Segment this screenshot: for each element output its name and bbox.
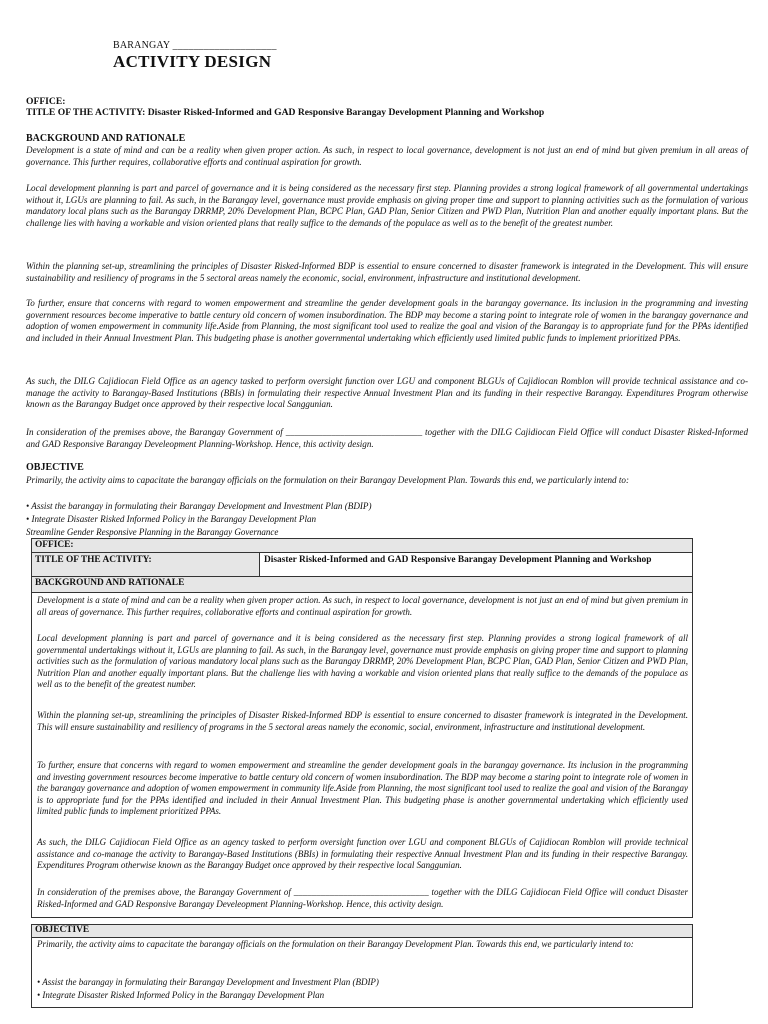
table-title-label-cell (32, 553, 260, 576)
table-paragraph: In consideration of the premises above, the Barangay Government of ______________________________ together with the DILG Cajidiocan Field Office will conduct Disaster Risked-Informed and GAD Responsive Barangay Develeopment Planning-Workshop. Hence, this activity design. (37, 887, 688, 909)
objective-heading: OBJECTIVE (26, 462, 84, 473)
table-background-row (31, 577, 693, 593)
activity-title-line: TITLE OF THE ACTIVITY: Disaster Risked-Informed and GAD Responsive Barangay Development Planning and Workshop (26, 107, 545, 118)
table-paragraph: Local development planning is part and parcel of governance and it is being considered as the necessary first step. Planning provides a strong logical framework of all governmental undertakings without it, LGUs are planning to fail. As such, in the Barangay level, governance must provide emphasis on giving proper time and support to planning activities such as the formulation of various mandatory local plans such as the Barangay DRRMP, 20% Development Plan, BCPC Plan, GAD Plan, Senior Citizen and PWD Plan, Nutrition Plan and another equally important plans. But the challenge lies with having a workable and vision oriented plans that really suffice to the demands of the populace as well as to the benefit of the greatest number. (37, 633, 688, 690)
table-objective-row (31, 924, 693, 938)
table-background-heading: BACKGROUND AND RATIONALE (35, 578, 185, 588)
table-background-body (31, 593, 693, 918)
bullet-item: Streamline Gender Responsive Planning in the Barangay Governance (26, 527, 279, 537)
paragraph: Development is a state of mind and can be a reality when given proper action. As such, in respect to local governance, development is not just an end of mind but given premium in all areas of governance. This further requires, collaborative efforts and continual aspiration for growth. (26, 145, 748, 167)
paragraph: To further, ensure that concerns with regard to women empowerment and streamline the gender development goals in the barangay governance. Its inclusion in the programming and investing government resources become imperative to battle century old concern of women insubordination. The BDP may become a staring point to integrate role of women in the barangay governance and adoption of women empowerment in community life.Aside from Planning, the most significant tool used to realize the goal and vision of the Barangay is to appropriate fund for the PPAs identified and included in their Annual Investment Plan. This budgeting phase is another governmental undertaking which efficiently used limited public funds to implement prioritized PPAs. (26, 298, 748, 344)
table-office-row (31, 538, 693, 553)
table-bullet-item: • Integrate Disaster Risked Informed Policy in the Barangay Development Plan (37, 990, 325, 1000)
table-paragraph: To further, ensure that concerns with regard to women empowerment and streamline the gender development goals in the barangay governance. Its inclusion in the programming and investing government resources become imperative to battle century old concern of women insubordination. The BDP may become a staring point to integrate role of women in the barangay governance and adoption of women empowerment in community life.Aside from Planning, the most significant tool used to realize the goal and vision of the Barangay is to appropriate fund for the PPAs identified and included in their Annual Investment Plan. This budgeting phase is another governmental undertaking which efficiently used limited public funds to implement prioritized PPAs. (37, 760, 688, 817)
table-objective-text: Primarily, the activity aims to capacitate the barangay officials on the formulation on their Barangay Development Plan. Towards this end, we particularly intend to: (37, 939, 634, 949)
bullet-item: • Integrate Disaster Risked Informed Policy in the Barangay Development Plan (26, 514, 317, 524)
table-objective-heading: OBJECTIVE (35, 925, 90, 935)
bullet-item: • Assist the barangay in formulating their Barangay Development and Investment Plan (BDIP) (26, 501, 372, 511)
table-title-label: TITLE OF THE ACTIVITY: (35, 555, 152, 565)
paragraph: In consideration of the premises above, the Barangay Government of ______________________________ together with the DILG Cajidiocan Field Office will conduct Disaster Risked-Informed and GAD Responsive Barangay Develeopment Planning-Workshop. Hence, this activity design. (26, 427, 748, 449)
table-paragraph: Within the planning set-up, streamlining the principles of Disaster Risked-Informed BDP is essential to ensure concerned to disaster framework is integrated in the Development. This will ensure sustainability and resiliency of programs in the 5 sectoral areas namely the economic, social, environment, infrastructure and institutional development. (37, 710, 688, 732)
barangay-label: BARANGAY ____________________ (113, 40, 277, 51)
document-title: ACTIVITY DESIGN (113, 52, 272, 71)
table-title-value: Disaster Risked-Informed and GAD Responsive Barangay Development Planning and Workshop (264, 555, 652, 565)
table-office-label: OFFICE: (35, 540, 74, 550)
paragraph: Local development planning is part and parcel of governance and it is being considered as the necessary first step. Planning provides a strong logical framework of all governmental undertakings without it, LGUs are planning to fail. As such, in the Barangay level, governance must provide emphasis on giving proper time and support to planning activities such as the formulation of various mandatory local plans such as the Barangay DRRMP, 20% Development Plan, BCPC Plan, GAD Plan, Senior Citizen and PWD Plan, Nutrition Plan and another equally important plans. But the challenge lies with having a workable and vision oriented plans that really suffice to the demands of the populace as well as to the benefit of the greatest number. (26, 183, 748, 229)
paragraph: As such, the DILG Cajidiocan Field Office as an agency tasked to perform oversight function over LGU and component BLGUs of Cajidiocan Romblon will provide technical assistance and co-manage the activity to Barangay-Based Institutions (BBIs) in formulating their respective Annual Investment Plan and its funding in their respective Barangay. Expenditures Program otherwise known as the Barangay Budget once approved by their respective local Sanggunian. (26, 376, 748, 410)
table-bullet-item: • Assist the barangay in formulating their Barangay Development and Investment Plan (BDIP) (37, 977, 379, 987)
table-paragraph: Development is a state of mind and can be a reality when given proper action. As such, in respect to local governance, development is not just an end of mind but given premium in all areas of governance. This further requires, collaborative efforts and continual aspiration for growth. (37, 595, 688, 617)
office-label: OFFICE: (26, 96, 66, 107)
paragraph: Within the planning set-up, streamlining the principles of Disaster Risked-Informed BDP is essential to ensure concerned to disaster framework is integrated in the Development. This will ensure sustainability and resiliency of programs in the 5 sectoral areas namely the economic, social, environment, infrastructure and institutional development. (26, 261, 748, 283)
objective-text: Primarily, the activity aims to capacitate the barangay officials on the formulation on their Barangay Development Plan. Towards this end, we particularly intend to: (26, 475, 629, 485)
table-objective-body (31, 938, 693, 1008)
table-paragraph: As such, the DILG Cajidiocan Field Office as an agency tasked to perform oversight function over LGU and component BLGUs of Cajidiocan Romblon will provide technical assistance and co-manage the activity to Barangay-Based Institutions (BBIs) in formulating their respective Annual Investment Plan and its funding in their respective Barangay. Expenditures Program otherwise known as the Barangay Budget once approved by their respective local Sanggunian. (37, 837, 688, 871)
background-heading: BACKGROUND AND RATIONALE (26, 133, 186, 144)
table-title-row (31, 553, 693, 577)
